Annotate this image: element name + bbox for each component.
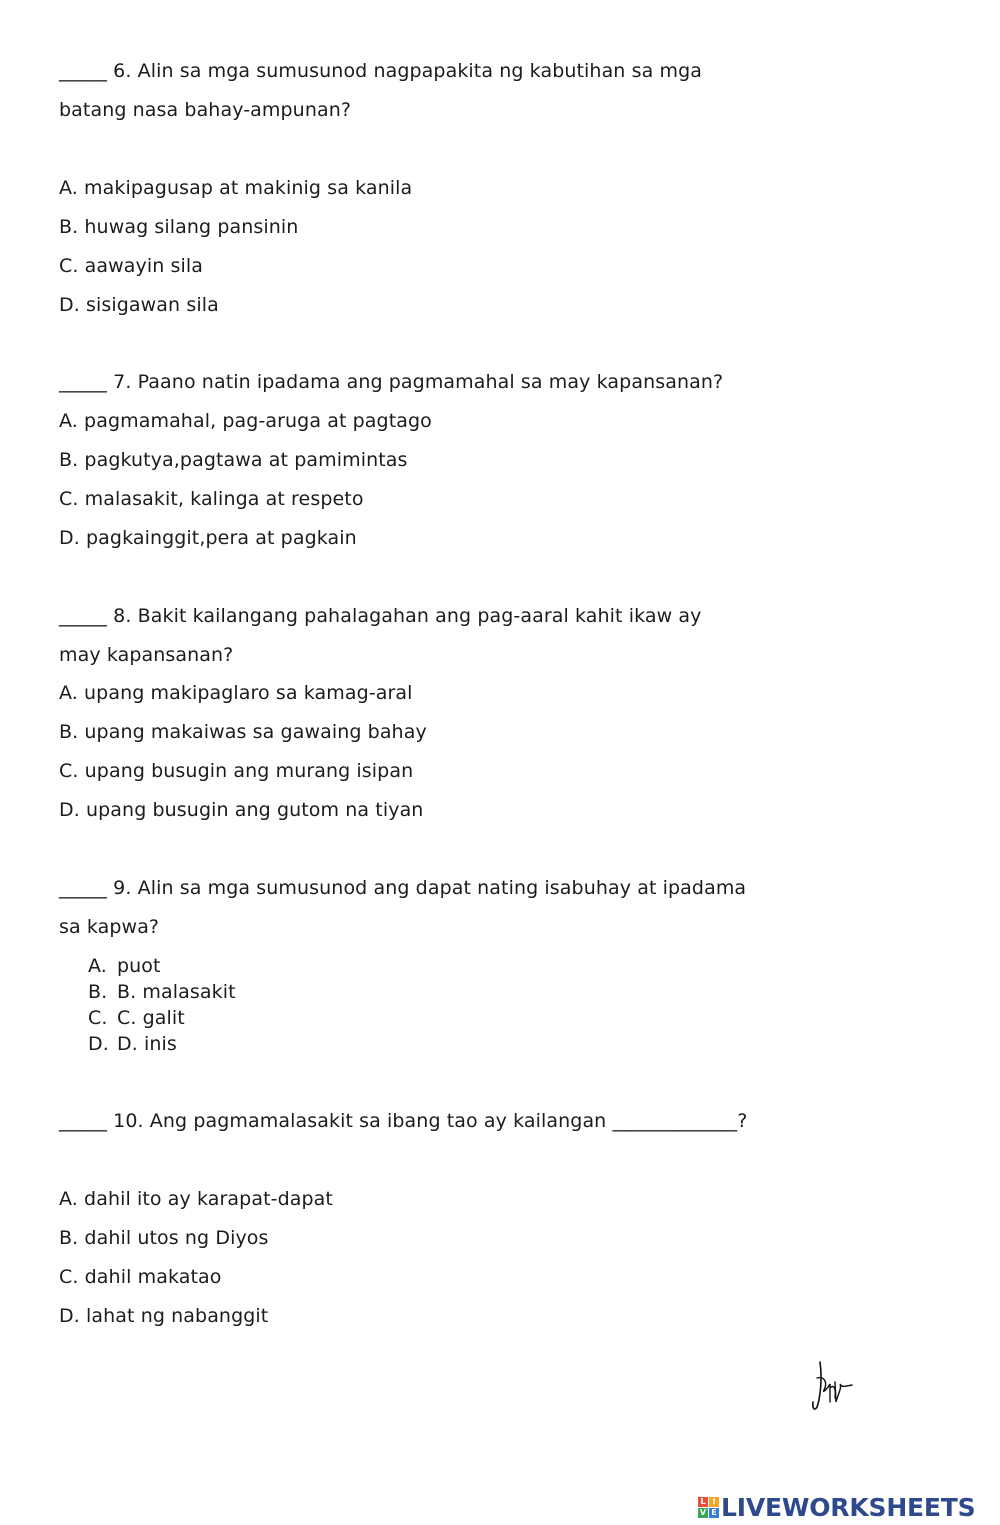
question-7-text: _____ 7. Paano natin ipadama ang pagmamahal sa may kapansanan? (59, 371, 724, 393)
question-6-text: _____ 6. Alin sa mga sumusunod nagpapakita ng kabutihan sa mga (59, 60, 702, 82)
question-8-option-b: B. upang makaiwas sa gawaing bahay (59, 721, 427, 743)
question-9-option-d (88, 1033, 177, 1055)
question-10-text: _____ 10. Ang pagmamalasakit sa ibang tao ay kailangan _____________? (59, 1110, 748, 1132)
liveworksheets-brand (698, 1491, 975, 1523)
option-letter: D. (88, 1033, 109, 1055)
question-8-text-cont: may kapansanan? (59, 644, 234, 666)
question-10-option-c: C. dahil makatao (59, 1266, 222, 1288)
option-text: puot (117, 955, 161, 977)
question-8-option-a: A. upang makipaglaro sa kamag-aral (59, 682, 413, 704)
option-text: C. galit (117, 1007, 185, 1029)
question-9-option-a (88, 955, 161, 977)
logo-tile: E (709, 1508, 719, 1518)
question-8-option-d: D. upang busugin ang gutom na tiyan (59, 799, 424, 821)
question-10-option-a: A. dahil ito ay karapat-dapat (59, 1188, 333, 1210)
question-6-option-c: C. aawayin sila (59, 255, 204, 277)
logo-tile: L (698, 1497, 708, 1507)
question-9-text-cont: sa kapwa? (59, 916, 160, 938)
option-letter: A. (88, 955, 107, 977)
question-6-option-d: D. sisigawan sila (59, 294, 219, 316)
question-9-text: _____ 9. Alin sa mga sumusunod ang dapat nating isabuhay at ipadama (59, 877, 747, 899)
question-7-option-c: C. malasakit, kalinga at respeto (59, 488, 364, 510)
question-6-text-cont: batang nasa bahay-ampunan? (59, 99, 352, 121)
option-text: B. malasakit (117, 981, 236, 1003)
option-letter: B. (88, 981, 108, 1003)
question-6-option-a: A. makipagusap at makinig sa kanila (59, 177, 413, 199)
question-10-option-d: D. lahat ng nabanggit (59, 1305, 269, 1327)
question-8-text: _____ 8. Bakit kailangang pahalagahan ang pag-aaral kahit ikaw ay (59, 605, 702, 627)
brand-name: LIVEWORKSHEETS (721, 1492, 976, 1522)
logo-tile: V (699, 1507, 707, 1517)
question-7-option-d: D. pagkainggit,pera at pagkain (59, 527, 357, 549)
question-7-option-a: A. pagmamahal, pag-aruga at pagtago (59, 410, 432, 432)
question-10-option-b: B. dahil utos ng Diyos (59, 1227, 269, 1249)
question-7-option-b: B. pagkutya,pagtawa at pamimintas (59, 449, 408, 471)
signature (806, 1358, 856, 1416)
question-8-option-c: C. upang busugin ang murang isipan (59, 760, 414, 782)
question-9-option-b (88, 981, 236, 1003)
logo-tile: I (709, 1497, 719, 1507)
question-6-option-b: B. huwag silang pansinin (59, 216, 299, 238)
option-text: D. inis (117, 1033, 177, 1055)
liveworksheets-logo-icon (698, 1497, 719, 1518)
question-9-option-c (88, 1007, 185, 1029)
option-letter: C. (88, 1007, 108, 1029)
